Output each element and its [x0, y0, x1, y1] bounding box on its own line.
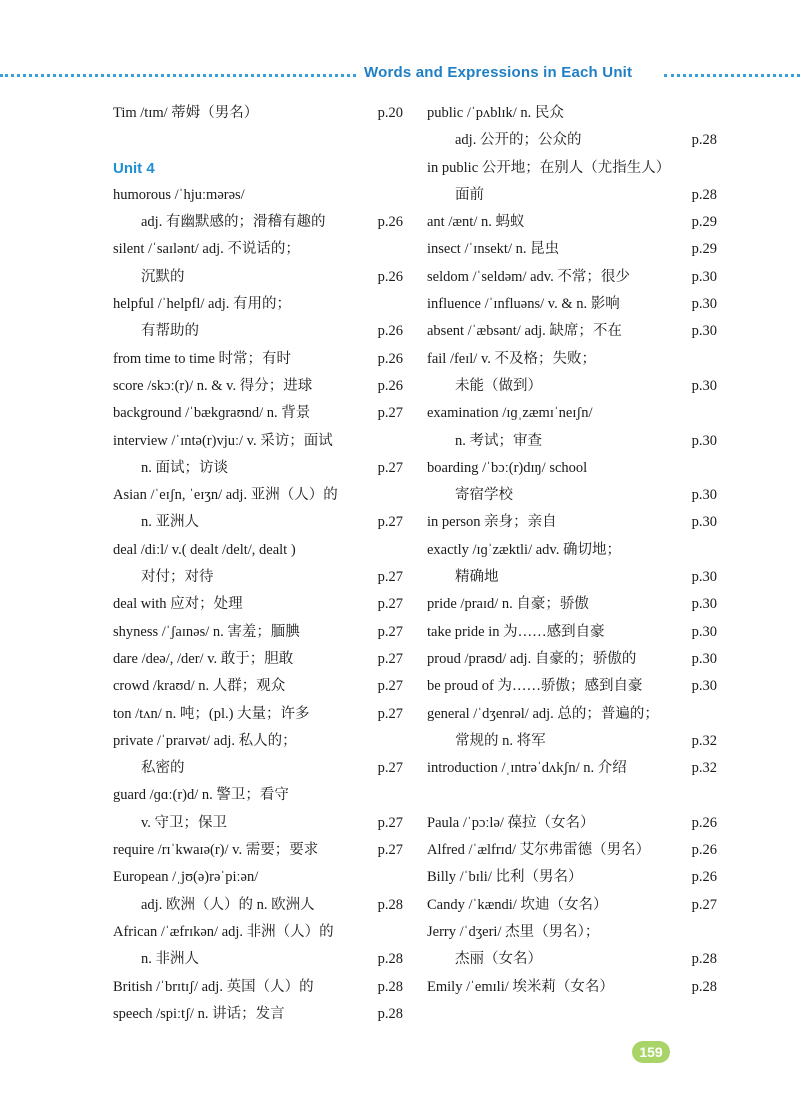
vocab-entry-continuation	[113, 455, 403, 482]
entry-page-ref: p.30	[691, 377, 717, 394]
entry-page-ref: p.26	[377, 377, 403, 394]
entry-text: 未能（做到）	[455, 377, 542, 394]
vocab-entry	[113, 346, 403, 373]
entry-text: adj. 有幽默感的；滑稽有趣的	[141, 214, 326, 231]
entry-page-ref: p.27	[377, 623, 403, 640]
entry-text: 面前	[455, 186, 484, 203]
entry-page-ref: p.27	[377, 405, 403, 422]
entry-page-ref: p.20	[377, 105, 403, 121]
entry-page-ref: p.27	[377, 596, 403, 613]
vocab-entry	[113, 673, 403, 700]
vocab-entry-continuation	[427, 946, 717, 973]
entry-text: n. 非洲人	[141, 951, 199, 968]
entry-page-ref: p.27	[377, 514, 403, 531]
entry-text: dare /deə/, /der/ v. 敢于；胆敢	[113, 650, 294, 667]
vocab-entry-continuation	[113, 946, 403, 973]
entry-page-ref: p.32	[691, 732, 717, 749]
entry-page-ref: p.32	[691, 760, 717, 777]
entry-text: general /ˈdʒenrəl/ adj. 总的；普遍的；	[427, 705, 659, 722]
entry-page-ref: p.28	[377, 1005, 403, 1022]
vocab-entry	[427, 619, 717, 646]
entry-text: 寄宿学校	[455, 487, 513, 504]
vocab-entry	[427, 673, 717, 700]
vocab-entry	[113, 646, 403, 673]
entry-text: require /rɪˈkwaɪə(r)/ v. 需要；要求	[113, 842, 319, 859]
entry-page-ref: p.28	[691, 186, 717, 203]
entry-text: n. 亚洲人	[141, 514, 199, 531]
entry-text: Asian /ˈeɪʃn, ˈeɪʒn/ adj. 亚洲（人）的	[113, 487, 338, 504]
entry-text: speech /spiːtʃ/ n. 讲话；发言	[113, 1005, 285, 1022]
entry-text: v. 守卫；保卫	[141, 814, 228, 831]
entry-text: Alfred /ˈælfrɪd/ 艾尔弗雷德（男名）	[427, 842, 651, 859]
vocab-entry	[113, 428, 403, 455]
entry-page-ref: p.27	[377, 569, 403, 586]
entry-page-ref: p.30	[691, 569, 717, 586]
entry-page-ref: p.30	[691, 487, 717, 504]
entry-text: influence /ˈɪnfluəns/ v. & n. 影响	[427, 296, 620, 313]
entry-text: Jerry /ˈdʒeri/ 杰里（男名）；	[427, 923, 600, 940]
entry-page-ref: p.28	[691, 132, 717, 149]
header-dotted-rule-left	[0, 74, 356, 77]
entry-page-ref: p.30	[691, 268, 717, 285]
vocab-entry	[427, 892, 717, 919]
vocab-entry	[113, 400, 403, 427]
entry-page-ref: p.30	[691, 650, 717, 667]
entry-text: n. 考试；审查	[455, 432, 542, 449]
entry-page-ref: p.30	[691, 678, 717, 695]
vocab-entry	[113, 619, 403, 646]
vocab-entry-continuation	[427, 373, 717, 400]
entry-text: insect /ˈɪnsekt/ n. 昆虫	[427, 241, 560, 258]
page-number-badge: 159	[632, 1041, 670, 1063]
entry-page-ref: p.30	[691, 432, 717, 449]
vocab-entry	[113, 701, 403, 728]
entry-page-ref: p.26	[377, 214, 403, 231]
entry-page-ref: p.26	[691, 814, 717, 831]
vocab-entry	[427, 400, 717, 427]
vocab-entry	[427, 537, 717, 564]
entry-text: interview /ˈɪntə(r)vjuː/ v. 采访；面试	[113, 432, 333, 449]
entry-text: Tim /tɪm/ 蒂姆（男名）	[113, 105, 259, 121]
entry-page-ref: p.28	[691, 978, 717, 995]
entry-page-ref: p.28	[691, 951, 717, 968]
entry-text: public /ˈpʌblɪk/ n. 民众	[427, 105, 564, 121]
entry-text: crowd /kraʊd/ n. 人群；观众	[113, 678, 286, 695]
vocab-entry	[427, 701, 717, 728]
header-title: Words and Expressions in Each Unit	[364, 64, 633, 81]
entry-text: background /ˈbækɡraʊnd/ n. 背景	[113, 405, 311, 422]
vocab-entry	[113, 919, 403, 946]
entry-text: fail /feɪl/ v. 不及格；失败；	[427, 350, 597, 367]
vocab-entry	[113, 236, 403, 263]
entry-text: 对付；对待	[141, 569, 214, 586]
entry-page-ref: p.27	[377, 760, 403, 777]
vocab-entry	[427, 810, 717, 837]
entry-page-ref: p.29	[691, 241, 717, 258]
entry-text: British /ˈbrɪtɪʃ/ adj. 英国（人）的	[113, 978, 314, 995]
entry-text: deal with 应对；处理	[113, 596, 243, 613]
vocab-entry	[427, 755, 717, 782]
entry-text: guard /ɡɑː(r)d/ n. 警卫；看守	[113, 787, 289, 804]
entry-text: seldom /ˈseldəm/ adv. 不常；很少	[427, 268, 630, 285]
vocab-entry	[427, 455, 717, 482]
entry-page-ref: p.29	[691, 214, 717, 231]
entry-text: be proud of 为……骄傲；感到自豪	[427, 678, 643, 695]
entry-text: ton /tʌn/ n. 吨；(pl.) 大量；许多	[113, 705, 310, 722]
entry-text: 私密的	[141, 760, 185, 777]
entry-text: exactly /ɪɡˈzæktli/ adv. 确切地；	[427, 541, 621, 558]
entry-page-ref: p.30	[691, 596, 717, 613]
entry-text: European /ˌjʊ(ə)rəˈpiːən/	[113, 869, 259, 886]
entry-page-ref: p.30	[691, 296, 717, 313]
vocab-entry-continuation	[427, 127, 717, 154]
entry-text: Candy /ˈkændi/ 坎迪（女名）	[427, 896, 608, 913]
vocab-entry-continuation	[113, 755, 403, 782]
vocab-entry	[113, 837, 403, 864]
vocab-entry	[427, 509, 717, 536]
vocab-entry-continuation	[113, 209, 403, 236]
entry-page-ref: p.26	[377, 350, 403, 367]
section-spacer	[427, 782, 717, 809]
entry-page-ref: p.27	[377, 459, 403, 476]
vocab-entry	[113, 373, 403, 400]
entry-text: deal /diːl/ v.( dealt /delt/, dealt )	[113, 541, 296, 558]
entry-text: Emily /ˈemɪli/ 埃米莉（女名）	[427, 978, 614, 995]
entry-text: 杰丽（女名）	[455, 951, 542, 968]
entry-text: 沉默的	[141, 268, 185, 285]
vocab-entry	[113, 728, 403, 755]
vocab-entry	[427, 974, 717, 1001]
entry-page-ref: p.26	[377, 323, 403, 340]
vocab-entry	[113, 291, 403, 318]
entry-text: from time to time 时常；有时	[113, 350, 292, 367]
entry-text: absent /ˈæbsənt/ adj. 缺席；不在	[427, 323, 622, 340]
entry-text: in public 公开地；在别人（尤指生人）	[427, 159, 671, 176]
entry-text: n. 面试；访谈	[141, 459, 228, 476]
entry-text: boarding /ˈbɔː(r)dɪŋ/ school	[427, 459, 588, 476]
entry-page-ref: p.27	[377, 814, 403, 831]
entry-text: proud /praʊd/ adj. 自豪的；骄傲的	[427, 650, 637, 667]
vocab-entry	[427, 318, 717, 345]
entry-text: Paula /ˈpɔːlə/ 葆拉（女名）	[427, 814, 595, 831]
vocab-entry	[113, 974, 403, 1001]
section-spacer	[113, 127, 403, 154]
vocab-entry-continuation	[427, 182, 717, 209]
entry-page-ref: p.27	[377, 650, 403, 667]
vocab-entry	[427, 837, 717, 864]
vocab-entry	[427, 919, 717, 946]
unit-heading: Unit 4	[113, 159, 155, 177]
vocab-entry	[427, 591, 717, 618]
entry-page-ref: p.30	[691, 323, 717, 340]
vocab-entry-continuation	[113, 264, 403, 291]
vocab-entry-continuation	[113, 318, 403, 345]
vocab-entry-continuation	[427, 728, 717, 755]
entry-text: ant /ænt/ n. 蚂蚁	[427, 214, 525, 231]
vocab-entry-continuation	[113, 892, 403, 919]
vocab-entry	[427, 155, 717, 182]
entry-page-ref: p.27	[377, 678, 403, 695]
vocab-entry	[427, 864, 717, 891]
entry-page-ref: p.30	[691, 514, 717, 531]
entry-text: take pride in 为……感到自豪	[427, 623, 605, 640]
vocab-entry	[113, 782, 403, 809]
vocab-entry	[113, 591, 403, 618]
entry-text: in person 亲身；亲自	[427, 514, 557, 531]
entry-text: 精确地	[455, 569, 499, 586]
entry-page-ref: p.28	[377, 896, 403, 913]
entry-text: adj. 公开的；公众的	[455, 132, 582, 149]
entry-text: 有帮助的	[141, 323, 199, 340]
vocab-entry-continuation	[113, 564, 403, 591]
entry-text: helpful /ˈhelpfl/ adj. 有用的；	[113, 296, 291, 313]
entry-page-ref: p.27	[377, 705, 403, 722]
entry-text: pride /praɪd/ n. 自豪；骄傲	[427, 596, 589, 613]
entry-page-ref: p.26	[377, 268, 403, 285]
entry-page-ref: p.30	[691, 623, 717, 640]
vocab-entry	[427, 100, 717, 127]
vocab-entry	[113, 1001, 403, 1028]
vocab-entry	[427, 209, 717, 236]
vocab-entry	[113, 864, 403, 891]
entry-text: silent /ˈsaɪlənt/ adj. 不说话的；	[113, 241, 300, 258]
vocab-entry-continuation	[113, 810, 403, 837]
vocab-entry	[427, 236, 717, 263]
entry-page-ref: p.27	[691, 896, 717, 913]
vocab-entry-continuation	[427, 564, 717, 591]
entry-text: Billy /ˈbɪli/ 比利（男名）	[427, 869, 583, 886]
vocab-entry	[427, 264, 717, 291]
left-column	[113, 100, 403, 1028]
vocab-entry	[427, 291, 717, 318]
entry-text: private /ˈpraɪvət/ adj. 私人的；	[113, 732, 297, 749]
vocab-entry	[427, 346, 717, 373]
entry-text: examination /ɪɡˌzæmɪˈneɪʃn/	[427, 405, 593, 422]
entry-text: shyness /ˈʃaɪnəs/ n. 害羞；腼腆	[113, 623, 300, 640]
entry-text: score /skɔː(r)/ n. & v. 得分；进球	[113, 377, 313, 394]
vocab-entry	[113, 182, 403, 209]
entry-page-ref: p.28	[377, 978, 403, 995]
entry-page-ref: p.26	[691, 869, 717, 886]
vocab-entry-continuation	[427, 482, 717, 509]
vocab-entry	[113, 482, 403, 509]
vocab-entry	[113, 100, 403, 127]
entry-page-ref: p.26	[691, 842, 717, 859]
vocab-entry	[427, 646, 717, 673]
entry-text: adj. 欧洲（人）的 n. 欧洲人	[141, 896, 315, 913]
entry-page-ref: p.28	[377, 951, 403, 968]
header-dotted-rule-right	[664, 74, 800, 77]
entry-text: 常规的 n. 将军	[455, 732, 546, 749]
vocab-entry-continuation	[427, 428, 717, 455]
entry-page-ref: p.27	[377, 842, 403, 859]
entry-text: humorous /ˈhjuːmərəs/	[113, 186, 245, 203]
page-header	[0, 64, 800, 88]
entry-text: African /ˈæfrɪkən/ adj. 非洲（人）的	[113, 923, 334, 940]
vocab-entry	[113, 537, 403, 564]
vocab-entry-continuation	[113, 509, 403, 536]
right-column	[427, 100, 717, 1001]
entry-text: introduction /ˌɪntrəˈdʌkʃn/ n. 介绍	[427, 760, 627, 777]
